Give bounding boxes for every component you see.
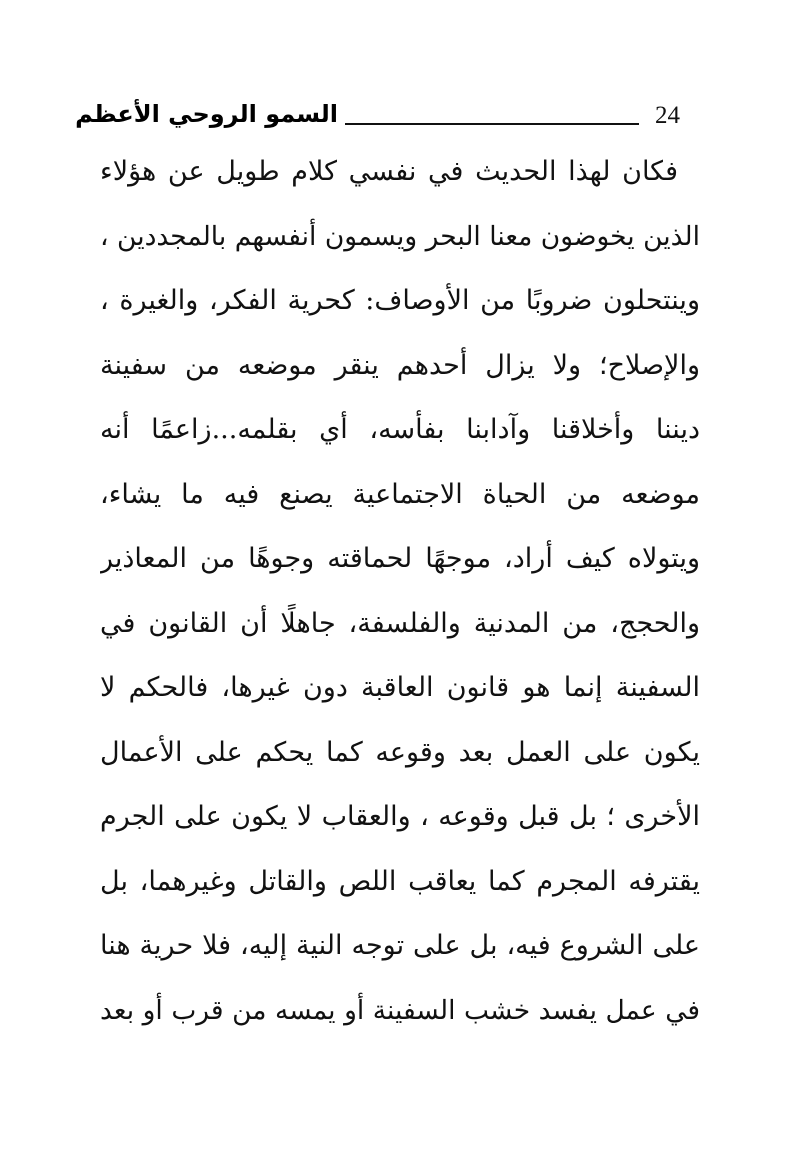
text-line: وينتحلون ضروبًا من الأوصاف: كحرية الفكر، والغيرة ، [100,285,700,316]
text-line: ديننا وأخلاقنا وآدابنا بفأسه، أي بقلمه...زاعمًا أنه [100,414,700,445]
text-line: موضعه من الحياة الاجتماعية يصنع فيه ما يشاء، [100,478,700,510]
text-line: والحجج، من المدنية والفلسفة، جاهلًا أن القانون في [100,607,700,639]
text-line: يكون على العمل بعد وقوعه كما يحكم على الأعمال [100,736,700,768]
text-line: والإصلاح؛ ولا يزال أحدهم ينقر موضعه من سفينة [100,349,700,381]
page-number: 24 [655,102,680,129]
text-line: على الشروع فيه، بل على توجه النية إليه، فلا حرية هنا [100,930,700,961]
page-header [75,96,688,140]
text-line: الذين يخوضون معنا البحر ويسمون أنفسهم بالمجددين ، [100,220,700,252]
text-line: يقترفه المجرم كما يعاقب اللص والقاتل وغيرهما، بل [100,865,700,897]
body-text [100,140,700,1043]
text-line: في عمل يفسد خشب السفينة أو يمسه من قرب أو بعد [100,994,700,1026]
text-line: ويتولاه كيف أراد، موجهًا لحماقته وجوهًا من المعاذير [100,543,700,574]
text-line: فكان لهذا الحديث في نفسي كلام طويل عن هؤلاء [100,156,678,187]
text-line: السفينة إنما هو قانون العاقبة دون غيرها، فالحكم لا [100,672,700,703]
running-title: السمو الروحي الأعظم [75,100,338,128]
header-rule [345,123,639,125]
text-line: الأخرى ؛ بل قبل وقوعه ، والعقاب لا يكون على الجرم [100,801,700,832]
